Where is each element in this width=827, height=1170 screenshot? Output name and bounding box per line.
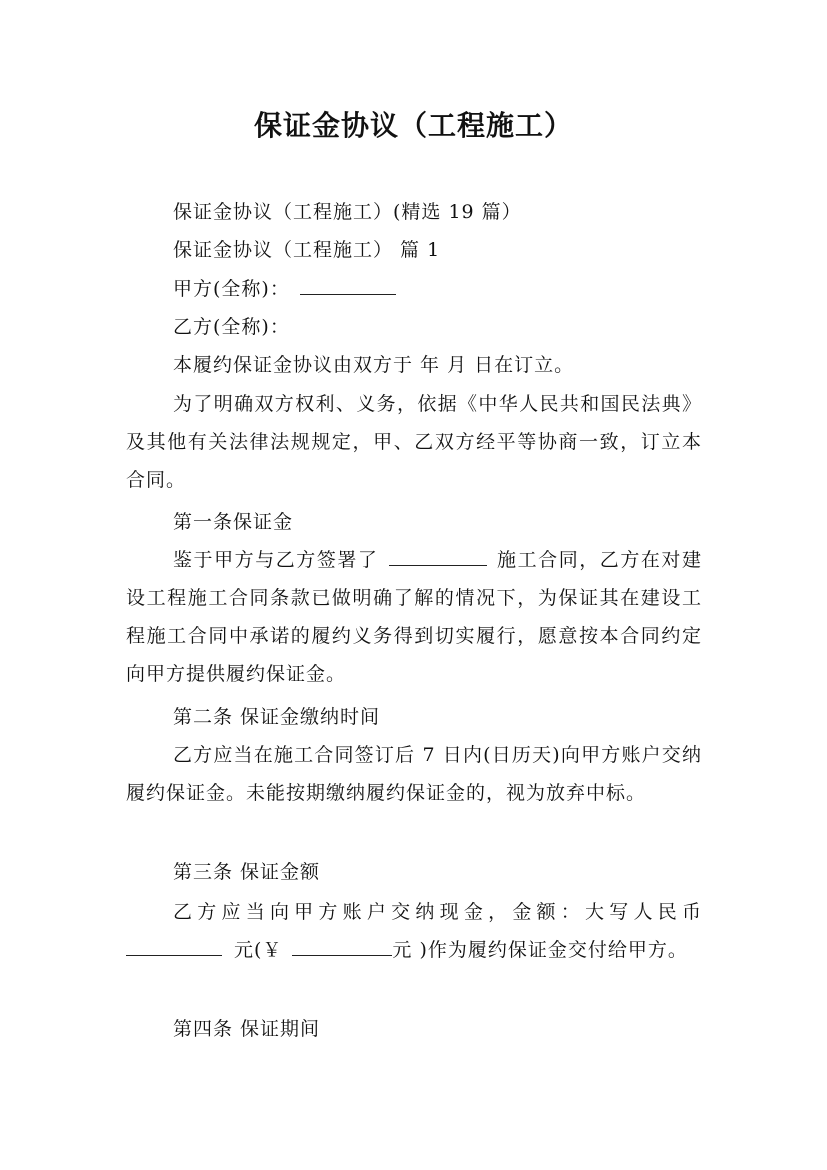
contract-name-blank xyxy=(389,541,487,566)
document-title: 保证金协议（工程施工） xyxy=(253,109,573,142)
sign-date-paragraph: 本履约保证金协议由双方于 年 月 日在订立。 xyxy=(173,354,575,376)
amount-number-blank xyxy=(292,931,392,956)
article-1-title: 第一条保证金 xyxy=(173,511,294,533)
piece-heading: 保证金协议（工程施工） 篇 1 xyxy=(173,239,441,261)
article-1-paragraph xyxy=(126,541,702,693)
amount-words-blank xyxy=(126,931,222,956)
article-3-text-1: 乙方应当向甲方账户交纳现金，金额：大写人民币 xyxy=(173,901,702,923)
article-3-text-3: 元 )作为履约保证金交付给甲方。 xyxy=(392,939,688,961)
article-3-paragraph xyxy=(126,893,702,969)
article-1-text-after: 施工合同，乙方在对建设工程施工合同条款已做明确了解的情况下，为保证其在建设工程施工合同中承诺的履约义务得到切实履行，愿意按本合同约定向甲方提供履约保证金。 xyxy=(126,549,702,685)
article-3-title: 第三条 保证金额 xyxy=(173,861,321,883)
article-1-text-before: 鉴于甲方与乙方签署了 xyxy=(173,549,379,571)
article-3-text-2: 元(￥ xyxy=(234,939,283,961)
article-2-title: 第二条 保证金缴纳时间 xyxy=(173,706,381,728)
purpose-paragraph: 为了明确双方权利、义务，依据《中华人民共和国民法典》及其他有关法律法规规定，甲、乙双方经平等协商一致，订立本合同。 xyxy=(126,393,702,491)
subtitle: 保证金协议（工程施工）(精选 19 篇） xyxy=(173,201,522,223)
party-a-blank xyxy=(300,270,396,295)
article-4-title: 第四条 保证期间 xyxy=(173,1018,321,1040)
party-a-label: 甲方(全称)： xyxy=(173,278,290,300)
article-2-paragraph: 乙方应当在施工合同签订后 7 日内(日历天)向甲方账户交纳履约保证金。未能按期缴纳履约保证金的，视为放弃中标。 xyxy=(126,744,702,804)
party-b-label: 乙方(全称)： xyxy=(173,316,290,338)
party-a-line xyxy=(126,270,702,308)
